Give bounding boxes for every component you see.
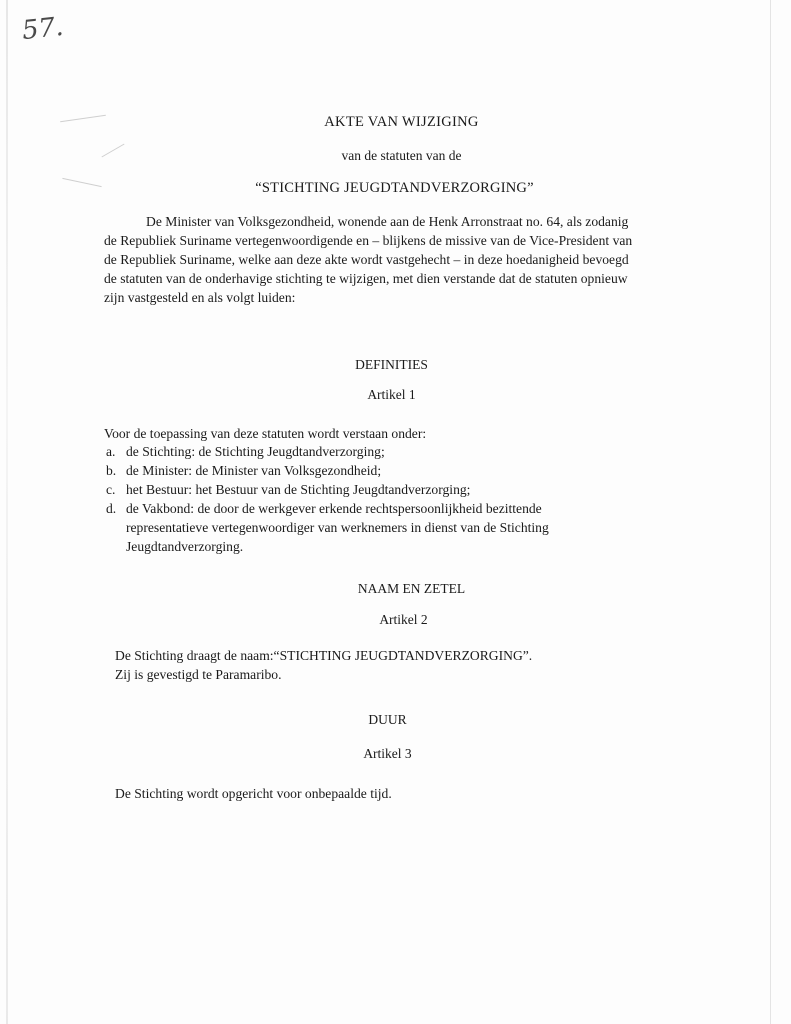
list-item — [104, 442, 664, 461]
list-item-text: representatieve vertegenwoordiger van werknemers in dienst van de Stichting — [126, 520, 549, 535]
intro-line: de statuten van de onderhavige stichting te wijzigen, met dien verstande dat de statuten opnieuw — [104, 271, 628, 286]
article-2-label: Artikel 2 — [379, 612, 428, 627]
paragraph-line: De Stichting wordt opgericht voor onbepaalde tijd. — [115, 786, 392, 801]
section-heading-definities: DEFINITIES — [355, 357, 428, 372]
intro-line: de Republiek Suriname, welke aan deze akte wordt vastgehecht – in deze hoedanigheid bevoegd — [104, 252, 629, 267]
section-heading-duur: DUUR — [368, 712, 407, 727]
list-item-text: het Bestuur: het Bestuur van de Stichting Jeugdtandverzorging; — [126, 482, 471, 497]
intro-paragraph — [104, 212, 664, 307]
article-1-label: Artikel 1 — [367, 387, 416, 402]
intro-line: zijn vastgesteld en als volgt luiden: — [104, 290, 296, 305]
list-marker: b. — [106, 463, 117, 478]
definitions-list — [104, 442, 664, 556]
definitions-intro: Voor de toepassing van deze statuten wordt verstaan onder: — [104, 426, 427, 441]
list-item — [104, 499, 664, 556]
section-heading-naam-en-zetel: NAAM EN ZETEL — [357, 581, 466, 596]
list-item — [104, 480, 664, 499]
paragraph-line: De Stichting draagt de naam:“STICHTING JEUGDTANDVERZORGING”. — [115, 648, 533, 663]
foundation-name: “STICHTING JEUGDTANDVERZORGING” — [255, 180, 534, 196]
list-item-text: de Vakbond: de door de werkgever erkende rechtspersoonlijkheid bezittende — [126, 501, 542, 516]
duur-text — [115, 784, 675, 803]
intro-line: De Minister van Volksgezondheid, wonende aan de Henk Arronstraat no. 64, als zodanig — [146, 214, 629, 229]
list-marker: d. — [106, 501, 117, 516]
list-item — [104, 461, 664, 480]
list-item-text: de Minister: de Minister van Volksgezondheid; — [126, 463, 382, 478]
naam-en-zetel-text — [115, 646, 675, 684]
page-number: 57. — [20, 11, 65, 47]
document-subtitle: van de statuten van de — [341, 148, 462, 163]
article-3-label: Artikel 3 — [363, 746, 412, 761]
document-title: AKTE VAN WIJZIGING — [324, 114, 479, 130]
list-marker: c. — [106, 482, 116, 497]
intro-line: de Republiek Suriname vertegenwoordigende en – blijkens de missive van de Vice-President van — [104, 233, 633, 248]
list-item-text: Jeugdtandverzorging. — [126, 539, 244, 554]
list-marker: a. — [106, 444, 116, 459]
paragraph-line: Zij is gevestigd te Paramaribo. — [115, 667, 282, 682]
list-item-text: de Stichting: de Stichting Jeugdtandverzorging; — [126, 444, 385, 459]
